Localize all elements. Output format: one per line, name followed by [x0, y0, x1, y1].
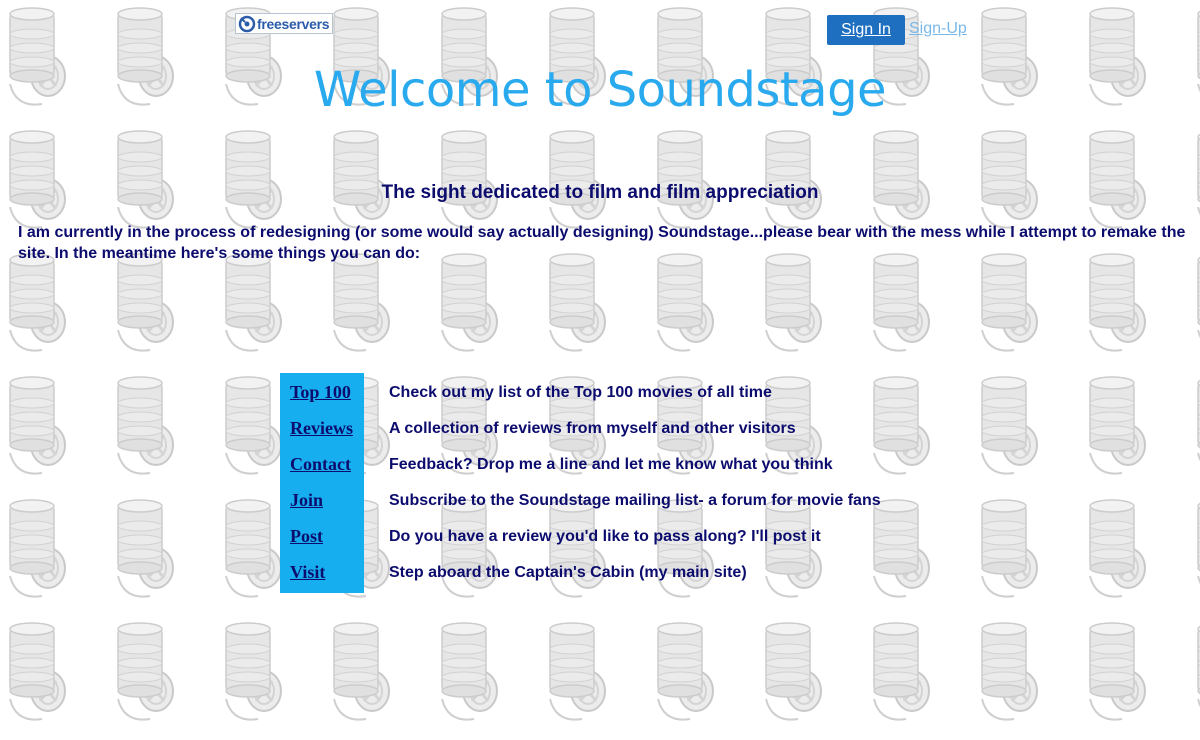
nav-panel: [280, 373, 364, 593]
freeservers-logo[interactable]: [235, 13, 333, 34]
sign-in-button[interactable]: Sign In: [827, 15, 905, 45]
nav-link-contact[interactable]: Contact: [290, 454, 351, 474]
nav-link-visit[interactable]: Visit: [290, 562, 326, 582]
page-subtitle: The sight dedicated to film and film appreciation: [381, 182, 819, 203]
nav-desc-visit: Step aboard the Captain's Cabin (my main site): [389, 564, 747, 581]
intro-text: I am currently in the process of redesigning (or some would say actually designing) Soundstage...please bear with the mess while I attempt to remake the site. In the meantime here's some things you can do:: [18, 224, 1186, 262]
nav-link-top100[interactable]: Top 100: [290, 382, 351, 402]
logo-text: freeservers: [257, 15, 330, 32]
nav-desc-reviews: A collection of reviews from myself and other visitors: [389, 420, 796, 437]
nav-link-reviews[interactable]: Reviews: [290, 418, 353, 438]
sign-up-link[interactable]: Sign-Up: [909, 20, 967, 37]
nav-desc-contact: Feedback? Drop me a line and let me know what you think: [389, 456, 833, 473]
nav-link-join[interactable]: Join: [290, 490, 324, 510]
nav-link-post[interactable]: Post: [290, 526, 323, 546]
page-title: Welcome to Soundstage: [313, 62, 887, 118]
nav-desc-join: Subscribe to the Soundstage mailing list- a forum for movie fans: [389, 492, 881, 509]
nav-desc-top100: Check out my list of the Top 100 movies of all time: [389, 384, 772, 401]
freeservers-logo-icon: [238, 15, 256, 33]
nav-desc-post: Do you have a review you'd like to pass along? I'll post it: [389, 528, 821, 545]
